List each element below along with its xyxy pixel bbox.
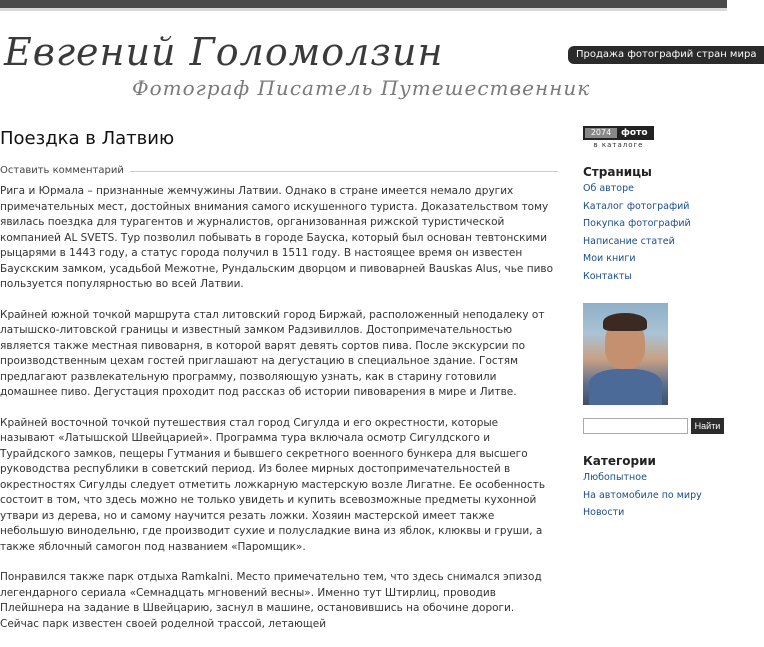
top-bar-shadow	[0, 8, 727, 11]
categories-list	[583, 472, 702, 525]
pages-heading: Страницы	[583, 165, 652, 179]
category-link-car-travel[interactable]: На автомобиле по миру	[583, 489, 702, 501]
comment-row	[0, 158, 558, 176]
category-link-curious[interactable]: Любопытное	[583, 472, 647, 483]
photo-shirt	[589, 369, 662, 405]
search-button[interactable]: Найти	[691, 418, 724, 434]
logo-name: Евгений Голомолзин	[4, 30, 444, 74]
counter-label: фото	[621, 128, 648, 138]
divider	[116, 171, 558, 172]
page-link-about[interactable]: Об авторе	[583, 183, 634, 194]
top-bar	[0, 0, 727, 8]
post-content	[0, 184, 556, 647]
post-paragraph: Рига и Юрмала – признанные жемчужины Латвии. Однако в стране имеется немало других примечательных мест, достойных внимания самого искушенного туриста. Доказательством тому явилась поездка для турагентов и журналистов, организованная рижской туристической компанией AL SVETS. Тур позволил побывать в городе Бауска, который был основан тевтонскими рыцарями в 1443 году, а статус города получил в 1511 году. В настоящее время он известен Баускским замком, усадьбой Межотне, Рундальским дворцом и пивоварней Bauskas Alus, чье пиво пользуется популярностью во всей Латвии.	[0, 185, 554, 290]
post-paragraph: Крайней южной точкой маршрута стал литовский город Биржай, расположенный неподалеку от латышско-литовской границы и известный замком Радзивиллов. Достопримечательностью является также местная пивоварня, в которой варят девять сортов пива. После экскурсии по производственным цехам гостей приглашают на дегустацию в специальное здание. Гостям предлагают развлекательную программу, позволяющую узнать, как в старину готовили домашнее пиво. Дегустация проходит под рассказ об истории пивоварения в мире и Литве.	[0, 308, 545, 398]
counter-box	[583, 126, 654, 140]
page-link-contacts[interactable]: Контакты	[583, 270, 632, 282]
search-input[interactable]	[583, 418, 688, 434]
post-paragraph: Крайней восточной точкой путешествия стал город Сигулда и его окрестности, которые называют «Латышской Швейцарией». Программа тура включала осмотр Сигулдского и Турайдского замков, пещеры Гутмания и бывшего секретного военного бункера для высшего руководства республики в советский период. Из более мирных достопримечательностей в окрестностях Сигулды следует отметить ложкарную мастерскую возле Лигатне. Ее особенность состоит в том, что здесь можно не только увидеть и купить всевозможные предметы кухонной утвари из дерева, но и самому научится резать ложки. Хозяин мастерской имеет также небольшую винодельню, где производит сухие и полусладкие вина из яблок, клюквы и груши, а также яблочный самогон под названием «Паромщик».	[0, 416, 546, 553]
main-content	[0, 128, 560, 630]
pages-list	[583, 183, 691, 289]
page-link-purchase[interactable]: Покупка фотографий	[583, 218, 691, 230]
leave-comment-link[interactable]: Оставить комментарий	[0, 165, 130, 176]
site-logo[interactable]	[4, 30, 591, 110]
promo-link[interactable]: Продажа фотографий стран мира	[568, 46, 764, 64]
page-link-catalog[interactable]: Каталог фотографий	[583, 200, 690, 212]
logo-tagline: Фотограф Писатель Путешественник	[132, 76, 591, 100]
category-link-news[interactable]: Новости	[583, 507, 625, 519]
counter-sublabel: в каталоге	[593, 141, 644, 149]
post-paragraph: Понравился также парк отдыха Ramkalni. Место примечательно тем, что здесь снимался эпизод легендарного сериала «Семнадцать мгновений весны». Именно тут Штирлиц, проводив Плейшнера на задание в Швейцарию, заснул в машине, остановившись на обочине дороги. Сейчас парк известен своей роделной трассой, летающей	[0, 571, 542, 630]
post-title: Поездка в Латвию	[0, 128, 175, 149]
page-link-books[interactable]: Мои книги	[583, 253, 636, 265]
page-link-articles[interactable]: Написание статей	[583, 235, 675, 247]
counter-value: 2074	[585, 128, 617, 138]
photo-hair	[603, 313, 647, 331]
author-photo	[583, 303, 668, 405]
categories-heading: Категории	[583, 454, 656, 468]
